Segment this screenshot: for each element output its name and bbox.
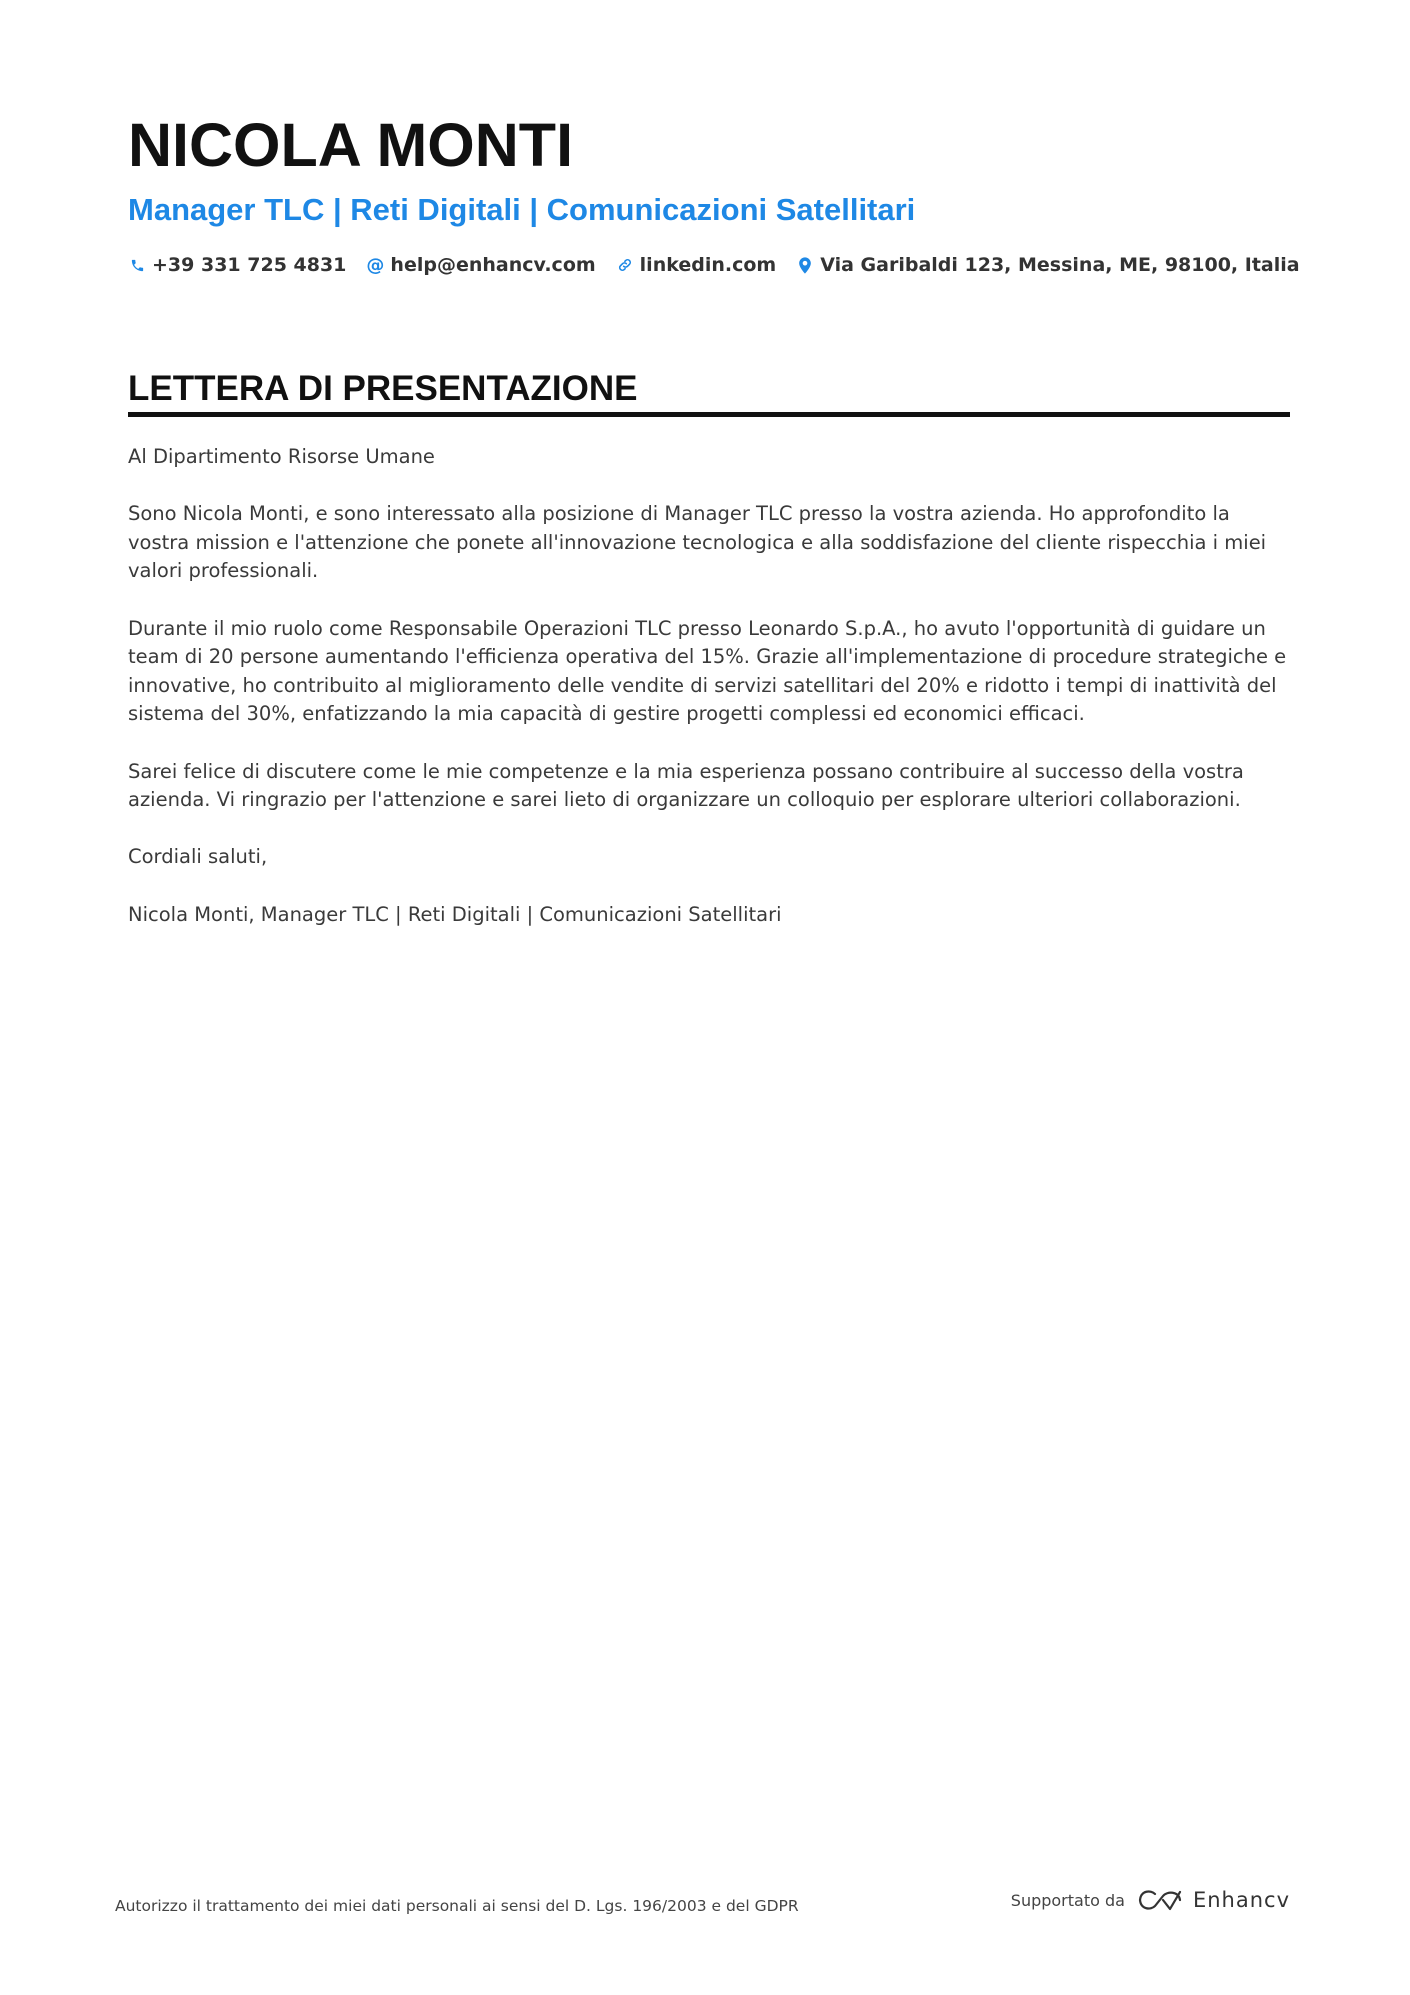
contact-address [796,254,1299,276]
letter-paragraph-3: Sarei felice di discutere come le mie competenze e la mia esperienza possano contribuire al successo della vostra azienda. Vi ringrazio per l'attenzione e sarei lieto di organizzare un colloquio per esplorare ulteriori collaborazioni. [128,759,1244,812]
contact-email[interactable] [366,254,595,276]
contact-bar [128,254,1300,276]
contact-phone[interactable] [128,254,346,276]
address-text: Via Garibaldi 123, Messina, ME, 98100, Italia [820,254,1300,276]
candidate-name: NICOLA MONTI [128,111,574,179]
link-text: linkedin.com [639,254,777,276]
letter-salutation: Al Dipartimento Risorse Umane [128,445,435,468]
at-icon: @ [366,254,385,276]
link-icon [616,256,634,274]
letter-paragraph-1: Sono Nicola Monti, e sono interessato alla posizione di Manager TLC presso la vostra azienda. Ho approfondito la vostra mission e l'attenzione che ponete all'innovazione tecnologica e alla soddisfazione del cliente rispecchia i miei valori professionali. [128,502,1267,583]
letter-closing: Cordiali saluti, [128,845,268,869]
enhancv-logo-icon [1137,1888,1183,1912]
powered-by-label: Supportato da [1010,1890,1125,1910]
candidate-headline: Manager TLC | Reti Digitali | Comunicazioni Satellitari [128,192,916,227]
section-title: LETTERA DI PRESENTAZIONE [128,368,1290,417]
cover-letter-page [128,110,1300,958]
brand-name: Enhancv [1192,1888,1290,1912]
email-text: help@enhancv.com [390,254,596,276]
consent-note: Autorizzo il trattamento dei miei dati personali ai sensi del D. Lgs. 196/2003 e del GDPR [115,1897,799,1915]
phone-icon [128,256,146,274]
letter-signature: Nicola Monti, Manager TLC | Reti Digitali | Comunicazioni Satellitari [128,902,782,926]
letter-body [128,443,1290,929]
phone-text: +39 331 725 4831 [152,254,347,276]
location-pin-icon [796,256,814,274]
letter-paragraph-2: Durante il mio ruolo come Responsabile Operazioni TLC presso Leonardo S.p.A., ho avuto l'opportunità di guidare un team di 20 persone aumentando l'efficienza operativa del 15%. Grazie all'implementazione di procedure strategiche e innovative, ho contribuito al miglioramento delle vendite di servizi satellitari del 20% e ridotto i tempi di inattività del sistema del 30%, enfatizzando la mia capacità di gestire progetti complessi ed economici efficaci. [128,616,1287,726]
contact-link[interactable] [616,254,777,276]
powered-by[interactable] [1011,1888,1290,1912]
